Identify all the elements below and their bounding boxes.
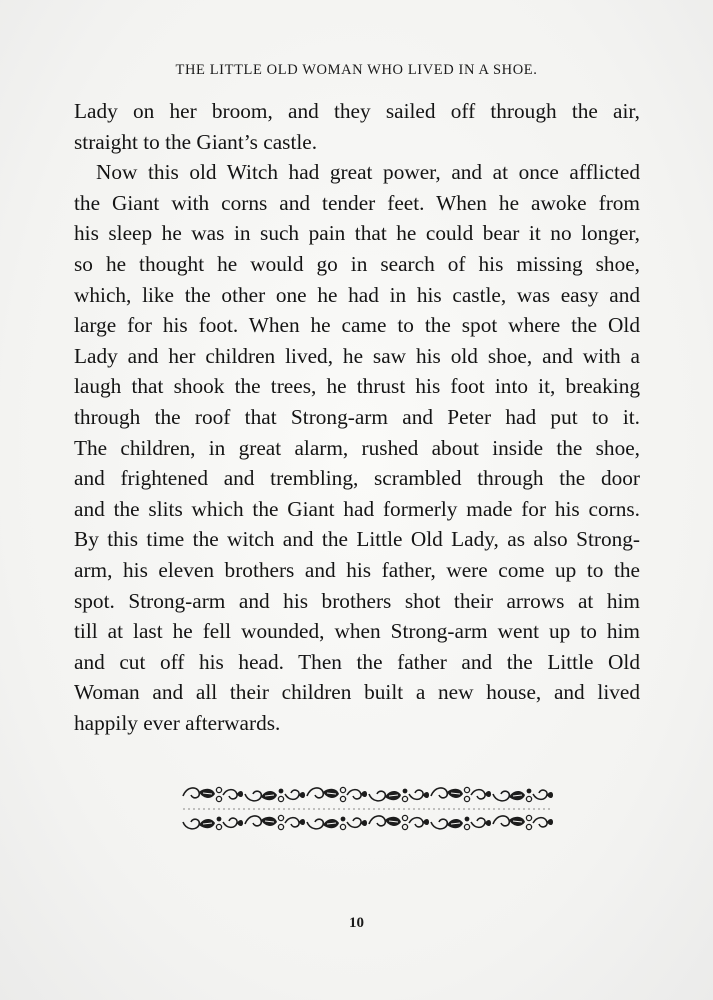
text-line: Lady and her children lived, he saw his old shoe, and with a: [74, 343, 640, 368]
text-line: the Giant with corns and tender feet. When he awoke from: [74, 190, 640, 215]
text-line: through the roof that Strong-arm and Peter had put to it.: [74, 404, 640, 429]
text-line: and cut off his head. Then the father and the Little Old: [74, 649, 640, 674]
text-line: his sleep he was in such pain that he could bear it no longer,: [74, 221, 640, 246]
text-line: spot. Strong-arm and his brothers shot their arrows at him: [74, 588, 640, 613]
text-line: till at last he fell wounded, when Strong-arm went up to him: [74, 619, 640, 644]
text-line: happily ever afterwards.: [74, 710, 281, 735]
text-line: and the slits which the Giant had formerly made for his corns.: [74, 496, 640, 521]
text-line: The children, in great alarm, rushed about inside the shoe,: [74, 435, 640, 460]
text-line: large for his foot. When he came to the spot where the Old: [74, 313, 640, 338]
text-line: Woman and all their children built a new house, and lived: [74, 680, 640, 705]
text-line: Now this old Witch had great power, and at once afflicted: [96, 160, 640, 185]
text-line: which, like the other one he had in his castle, was easy and: [74, 282, 640, 307]
text-line: and frightened and trembling, scrambled through the door: [74, 466, 640, 491]
text-line: laugh that shook the trees, he thrust his foot into it, breaking: [74, 374, 640, 399]
decorative-tailpiece: [181, 782, 557, 838]
text-line: By this time the witch and the Little Old Lady, as also Strong-: [74, 527, 640, 552]
page-number: 10: [349, 915, 364, 931]
text-line: Lady on her broom, and they sailed off through the air,: [74, 99, 640, 123]
running-head: THE LITTLE OLD WOMAN WHO LIVED IN A SHOE.: [175, 62, 538, 78]
text-line: straight to the Giant’s castle.: [74, 129, 318, 154]
text-line: so he thought he would go in search of his missing shoe,: [74, 251, 640, 276]
text-line: arm, his eleven brothers and his father, were come up to the: [74, 557, 640, 582]
story-text: [74, 96, 640, 738]
